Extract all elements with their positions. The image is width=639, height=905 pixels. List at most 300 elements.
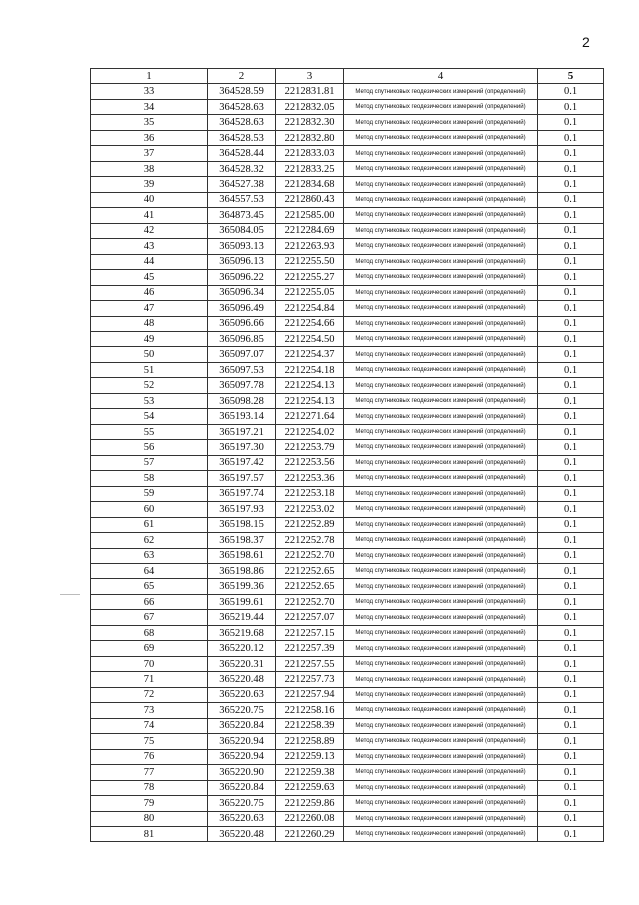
point-number-cell: 63: [91, 548, 208, 563]
method-cell: Метод спутниковых геодезических измерений (определений): [344, 393, 538, 408]
x-coordinate-cell: 365096.66: [208, 316, 276, 331]
y-coordinate-cell: 2212258.89: [276, 734, 344, 749]
table-row: [91, 564, 604, 579]
table-row: [91, 440, 604, 455]
table-row: [91, 471, 604, 486]
y-coordinate-cell: 2212259.63: [276, 780, 344, 795]
y-coordinate-cell: 2212257.73: [276, 672, 344, 687]
table-row: [91, 502, 604, 517]
method-cell: Метод спутниковых геодезических измерений (определений): [344, 301, 538, 316]
point-number-cell: 53: [91, 393, 208, 408]
accuracy-cell: 0.1: [538, 517, 604, 532]
method-cell: Метод спутниковых геодезических измерений (определений): [344, 362, 538, 377]
x-coordinate-cell: 364528.44: [208, 146, 276, 161]
method-cell: Метод спутниковых геодезических измерений (определений): [344, 579, 538, 594]
table-row: [91, 548, 604, 563]
point-number-cell: 72: [91, 687, 208, 702]
table-row: [91, 517, 604, 532]
y-coordinate-cell: 2212253.79: [276, 440, 344, 455]
table-row: [91, 641, 604, 656]
method-cell: Метод спутниковых геодезических измерений (определений): [344, 455, 538, 470]
x-coordinate-cell: 365220.48: [208, 672, 276, 687]
point-number-cell: 77: [91, 765, 208, 780]
point-number-cell: 33: [91, 84, 208, 99]
x-coordinate-cell: 365220.84: [208, 780, 276, 795]
accuracy-cell: 0.1: [538, 270, 604, 285]
point-number-cell: 68: [91, 625, 208, 640]
method-cell: Метод спутниковых геодезических измерений (определений): [344, 641, 538, 656]
method-cell: Метод спутниковых геодезических измерений (определений): [344, 424, 538, 439]
y-coordinate-cell: 2212257.55: [276, 656, 344, 671]
table-row: [91, 765, 604, 780]
point-number-cell: 81: [91, 826, 208, 841]
x-coordinate-cell: 365220.94: [208, 749, 276, 764]
y-coordinate-cell: 2212252.70: [276, 594, 344, 609]
x-coordinate-cell: 365219.68: [208, 625, 276, 640]
x-coordinate-cell: 365220.75: [208, 703, 276, 718]
method-cell: Метод спутниковых геодезических измерений (определений): [344, 656, 538, 671]
accuracy-cell: 0.1: [538, 703, 604, 718]
table-row: [91, 130, 604, 145]
method-cell: Метод спутниковых геодезических измерений (определений): [344, 254, 538, 269]
point-number-cell: 61: [91, 517, 208, 532]
table-row: [91, 424, 604, 439]
x-coordinate-cell: 365198.15: [208, 517, 276, 532]
table-row: [91, 84, 604, 99]
point-number-cell: 75: [91, 734, 208, 749]
point-number-cell: 42: [91, 223, 208, 238]
accuracy-cell: 0.1: [538, 161, 604, 176]
x-coordinate-cell: 365220.48: [208, 826, 276, 841]
header-col-4: 4: [344, 69, 538, 84]
method-cell: Метод спутниковых геодезических измерений (определений): [344, 378, 538, 393]
method-cell: Метод спутниковых геодезических измерений (определений): [344, 765, 538, 780]
y-coordinate-cell: 2212252.70: [276, 548, 344, 563]
method-cell: Метод спутниковых геодезических измерений (определений): [344, 285, 538, 300]
y-coordinate-cell: 2212254.13: [276, 393, 344, 408]
x-coordinate-cell: 365084.05: [208, 223, 276, 238]
accuracy-cell: 0.1: [538, 130, 604, 145]
x-coordinate-cell: 365096.34: [208, 285, 276, 300]
accuracy-cell: 0.1: [538, 780, 604, 795]
y-coordinate-cell: 2212833.03: [276, 146, 344, 161]
table-row: [91, 718, 604, 733]
method-cell: Метод спутниковых геодезических измерений (определений): [344, 471, 538, 486]
x-coordinate-cell: 365198.37: [208, 533, 276, 548]
point-number-cell: 39: [91, 177, 208, 192]
y-coordinate-cell: 2212254.13: [276, 378, 344, 393]
table-row: [91, 239, 604, 254]
table-row: [91, 208, 604, 223]
accuracy-cell: 0.1: [538, 331, 604, 346]
accuracy-cell: 0.1: [538, 177, 604, 192]
point-number-cell: 78: [91, 780, 208, 795]
point-number-cell: 37: [91, 146, 208, 161]
table-row: [91, 703, 604, 718]
accuracy-cell: 0.1: [538, 409, 604, 424]
table-row: [91, 347, 604, 362]
method-cell: Метод спутниковых геодезических измерений (определений): [344, 594, 538, 609]
y-coordinate-cell: 2212257.94: [276, 687, 344, 702]
x-coordinate-cell: 365096.22: [208, 270, 276, 285]
accuracy-cell: 0.1: [538, 378, 604, 393]
method-cell: Метод спутниковых геодезических измерений (определений): [344, 533, 538, 548]
table-row: [91, 749, 604, 764]
accuracy-cell: 0.1: [538, 424, 604, 439]
method-cell: Метод спутниковых геодезических измерений (определений): [344, 811, 538, 826]
table-row: [91, 533, 604, 548]
x-coordinate-cell: 365220.12: [208, 641, 276, 656]
method-cell: Метод спутниковых геодезических измерений (определений): [344, 409, 538, 424]
x-coordinate-cell: 365197.21: [208, 424, 276, 439]
method-cell: Метод спутниковых геодезических измерений (определений): [344, 703, 538, 718]
table-row: [91, 780, 604, 795]
point-number-cell: 44: [91, 254, 208, 269]
method-cell: Метод спутниковых геодезических измерений (определений): [344, 316, 538, 331]
y-coordinate-cell: 2212254.18: [276, 362, 344, 377]
method-cell: Метод спутниковых геодезических измерений (определений): [344, 734, 538, 749]
accuracy-cell: 0.1: [538, 316, 604, 331]
y-coordinate-cell: 2212258.39: [276, 718, 344, 733]
method-cell: Метод спутниковых геодезических измерений (определений): [344, 161, 538, 176]
y-coordinate-cell: 2212254.66: [276, 316, 344, 331]
y-coordinate-cell: 2212255.05: [276, 285, 344, 300]
x-coordinate-cell: 365220.84: [208, 718, 276, 733]
y-coordinate-cell: 2212259.13: [276, 749, 344, 764]
y-coordinate-cell: 2212284.69: [276, 223, 344, 238]
method-cell: Метод спутниковых геодезических измерений (определений): [344, 625, 538, 640]
y-coordinate-cell: 2212252.65: [276, 579, 344, 594]
point-number-cell: 71: [91, 672, 208, 687]
y-coordinate-cell: 2212252.78: [276, 533, 344, 548]
point-number-cell: 41: [91, 208, 208, 223]
method-cell: Метод спутниковых геодезических измерений (определений): [344, 331, 538, 346]
y-coordinate-cell: 2212832.80: [276, 130, 344, 145]
method-cell: Метод спутниковых геодезических измерений (определений): [344, 192, 538, 207]
y-coordinate-cell: 2212259.38: [276, 765, 344, 780]
accuracy-cell: 0.1: [538, 208, 604, 223]
y-coordinate-cell: 2212255.50: [276, 254, 344, 269]
x-coordinate-cell: 365199.61: [208, 594, 276, 609]
point-number-cell: 58: [91, 471, 208, 486]
y-coordinate-cell: 2212832.05: [276, 99, 344, 114]
y-coordinate-cell: 2212833.25: [276, 161, 344, 176]
x-coordinate-cell: 365096.49: [208, 301, 276, 316]
accuracy-cell: 0.1: [538, 192, 604, 207]
x-coordinate-cell: 365093.13: [208, 239, 276, 254]
x-coordinate-cell: 365199.36: [208, 579, 276, 594]
point-number-cell: 45: [91, 270, 208, 285]
accuracy-cell: 0.1: [538, 362, 604, 377]
point-number-cell: 56: [91, 440, 208, 455]
x-coordinate-cell: 365220.31: [208, 656, 276, 671]
method-cell: Метод спутниковых геодезических измерений (определений): [344, 486, 538, 501]
table-row: [91, 672, 604, 687]
table-row: [91, 115, 604, 130]
x-coordinate-cell: 364528.53: [208, 130, 276, 145]
point-number-cell: 59: [91, 486, 208, 501]
point-number-cell: 64: [91, 564, 208, 579]
x-coordinate-cell: 364528.63: [208, 99, 276, 114]
accuracy-cell: 0.1: [538, 687, 604, 702]
accuracy-cell: 0.1: [538, 749, 604, 764]
table-row: [91, 579, 604, 594]
accuracy-cell: 0.1: [538, 533, 604, 548]
table-row: [91, 409, 604, 424]
point-number-cell: 48: [91, 316, 208, 331]
x-coordinate-cell: 365098.28: [208, 393, 276, 408]
point-number-cell: 52: [91, 378, 208, 393]
accuracy-cell: 0.1: [538, 734, 604, 749]
method-cell: Метод спутниковых геодезических измерений (определений): [344, 502, 538, 517]
table-row: [91, 192, 604, 207]
table-row: [91, 285, 604, 300]
x-coordinate-cell: 365097.07: [208, 347, 276, 362]
point-number-cell: 65: [91, 579, 208, 594]
x-coordinate-cell: 365097.53: [208, 362, 276, 377]
table-row: [91, 331, 604, 346]
method-cell: Метод спутниковых геодезических измерений (определений): [344, 672, 538, 687]
table-row: [91, 594, 604, 609]
accuracy-cell: 0.1: [538, 826, 604, 841]
y-coordinate-cell: 2212254.37: [276, 347, 344, 362]
x-coordinate-cell: 365198.86: [208, 564, 276, 579]
method-cell: Метод спутниковых геодезических измерений (определений): [344, 517, 538, 532]
header-col-5: 5: [538, 69, 604, 84]
table-row: [91, 734, 604, 749]
x-coordinate-cell: 364557.53: [208, 192, 276, 207]
table-row: [91, 99, 604, 114]
y-coordinate-cell: 2212253.36: [276, 471, 344, 486]
table-row: [91, 254, 604, 269]
accuracy-cell: 0.1: [538, 486, 604, 501]
y-coordinate-cell: 2212252.89: [276, 517, 344, 532]
table-row: [91, 223, 604, 238]
table-row: [91, 811, 604, 826]
method-cell: Метод спутниковых геодезических измерений (определений): [344, 130, 538, 145]
method-cell: Метод спутниковых геодезических измерений (определений): [344, 780, 538, 795]
method-cell: Метод спутниковых геодезических измерений (определений): [344, 564, 538, 579]
point-number-cell: 54: [91, 409, 208, 424]
point-number-cell: 38: [91, 161, 208, 176]
method-cell: Метод спутниковых геодезических измерений (определений): [344, 84, 538, 99]
y-coordinate-cell: 2212585.00: [276, 208, 344, 223]
y-coordinate-cell: 2212253.56: [276, 455, 344, 470]
x-coordinate-cell: 365197.93: [208, 502, 276, 517]
method-cell: Метод спутниковых геодезических измерений (определений): [344, 270, 538, 285]
y-coordinate-cell: 2212860.43: [276, 192, 344, 207]
y-coordinate-cell: 2212254.50: [276, 331, 344, 346]
y-coordinate-cell: 2212257.39: [276, 641, 344, 656]
point-number-cell: 49: [91, 331, 208, 346]
accuracy-cell: 0.1: [538, 99, 604, 114]
y-coordinate-cell: 2212254.84: [276, 301, 344, 316]
x-coordinate-cell: 365096.85: [208, 331, 276, 346]
accuracy-cell: 0.1: [538, 579, 604, 594]
table-row: [91, 301, 604, 316]
point-number-cell: 34: [91, 99, 208, 114]
x-coordinate-cell: 365220.63: [208, 687, 276, 702]
point-number-cell: 73: [91, 703, 208, 718]
table-body: [91, 84, 604, 842]
x-coordinate-cell: 365220.75: [208, 796, 276, 811]
x-coordinate-cell: 364528.32: [208, 161, 276, 176]
accuracy-cell: 0.1: [538, 254, 604, 269]
point-number-cell: 66: [91, 594, 208, 609]
y-coordinate-cell: 2212831.81: [276, 84, 344, 99]
accuracy-cell: 0.1: [538, 502, 604, 517]
accuracy-cell: 0.1: [538, 455, 604, 470]
method-cell: Метод спутниковых геодезических измерений (определений): [344, 208, 538, 223]
point-number-cell: 67: [91, 610, 208, 625]
table-row: [91, 486, 604, 501]
point-number-cell: 76: [91, 749, 208, 764]
x-coordinate-cell: 364528.63: [208, 115, 276, 130]
accuracy-cell: 0.1: [538, 285, 604, 300]
x-coordinate-cell: 365197.30: [208, 440, 276, 455]
method-cell: Метод спутниковых геодезических измерений (определений): [344, 239, 538, 254]
accuracy-cell: 0.1: [538, 641, 604, 656]
accuracy-cell: 0.1: [538, 672, 604, 687]
x-coordinate-cell: 365220.94: [208, 734, 276, 749]
accuracy-cell: 0.1: [538, 84, 604, 99]
point-number-cell: 57: [91, 455, 208, 470]
method-cell: Метод спутниковых геодезических измерений (определений): [344, 826, 538, 841]
table-header-row: [91, 69, 604, 84]
accuracy-cell: 0.1: [538, 718, 604, 733]
method-cell: Метод спутниковых геодезических измерений (определений): [344, 610, 538, 625]
method-cell: Метод спутниковых геодезических измерений (определений): [344, 440, 538, 455]
y-coordinate-cell: 2212834.68: [276, 177, 344, 192]
method-cell: Метод спутниковых геодезических измерений (определений): [344, 115, 538, 130]
y-coordinate-cell: 2212263.93: [276, 239, 344, 254]
accuracy-cell: 0.1: [538, 564, 604, 579]
y-coordinate-cell: 2212257.15: [276, 625, 344, 640]
table-row: [91, 161, 604, 176]
accuracy-cell: 0.1: [538, 440, 604, 455]
y-coordinate-cell: 2212257.07: [276, 610, 344, 625]
x-coordinate-cell: 365197.57: [208, 471, 276, 486]
accuracy-cell: 0.1: [538, 656, 604, 671]
x-coordinate-cell: 365197.42: [208, 455, 276, 470]
point-number-cell: 51: [91, 362, 208, 377]
scan-mark: [60, 594, 80, 595]
table-row: [91, 610, 604, 625]
method-cell: Метод спутниковых геодезических измерений (определений): [344, 99, 538, 114]
header-col-2: 2: [208, 69, 276, 84]
method-cell: Метод спутниковых геодезических измерений (определений): [344, 796, 538, 811]
accuracy-cell: 0.1: [538, 610, 604, 625]
method-cell: Метод спутниковых геодезических измерений (определений): [344, 146, 538, 161]
x-coordinate-cell: 364527.38: [208, 177, 276, 192]
accuracy-cell: 0.1: [538, 471, 604, 486]
method-cell: Метод спутниковых геодезических измерений (определений): [344, 177, 538, 192]
header-col-3: 3: [276, 69, 344, 84]
header-col-1: 1: [91, 69, 208, 84]
y-coordinate-cell: 2212260.08: [276, 811, 344, 826]
point-number-cell: 74: [91, 718, 208, 733]
accuracy-cell: 0.1: [538, 239, 604, 254]
x-coordinate-cell: 365220.63: [208, 811, 276, 826]
x-coordinate-cell: 365198.61: [208, 548, 276, 563]
accuracy-cell: 0.1: [538, 594, 604, 609]
table-row: [91, 625, 604, 640]
method-cell: Метод спутниковых геодезических измерений (определений): [344, 718, 538, 733]
point-number-cell: 60: [91, 502, 208, 517]
point-number-cell: 80: [91, 811, 208, 826]
point-number-cell: 62: [91, 533, 208, 548]
y-coordinate-cell: 2212254.02: [276, 424, 344, 439]
accuracy-cell: 0.1: [538, 115, 604, 130]
method-cell: Метод спутниковых геодезических измерений (определений): [344, 687, 538, 702]
accuracy-cell: 0.1: [538, 811, 604, 826]
y-coordinate-cell: 2212259.86: [276, 796, 344, 811]
x-coordinate-cell: 365193.14: [208, 409, 276, 424]
table-row: [91, 177, 604, 192]
accuracy-cell: 0.1: [538, 223, 604, 238]
method-cell: Метод спутниковых геодезических измерений (определений): [344, 223, 538, 238]
table-row: [91, 378, 604, 393]
accuracy-cell: 0.1: [538, 548, 604, 563]
method-cell: Метод спутниковых геодезических измерений (определений): [344, 347, 538, 362]
y-coordinate-cell: 2212253.18: [276, 486, 344, 501]
x-coordinate-cell: 365219.44: [208, 610, 276, 625]
x-coordinate-cell: 364528.59: [208, 84, 276, 99]
table-row: [91, 687, 604, 702]
method-cell: Метод спутниковых геодезических измерений (определений): [344, 548, 538, 563]
coordinates-table: [90, 68, 604, 842]
point-number-cell: 79: [91, 796, 208, 811]
y-coordinate-cell: 2212255.27: [276, 270, 344, 285]
point-number-cell: 40: [91, 192, 208, 207]
x-coordinate-cell: 365097.78: [208, 378, 276, 393]
table-row: [91, 656, 604, 671]
accuracy-cell: 0.1: [538, 393, 604, 408]
x-coordinate-cell: 364873.45: [208, 208, 276, 223]
table-row: [91, 362, 604, 377]
accuracy-cell: 0.1: [538, 301, 604, 316]
table-row: [91, 270, 604, 285]
point-number-cell: 55: [91, 424, 208, 439]
table-row: [91, 146, 604, 161]
y-coordinate-cell: 2212832.30: [276, 115, 344, 130]
table-row: [91, 826, 604, 841]
accuracy-cell: 0.1: [538, 146, 604, 161]
table-row: [91, 455, 604, 470]
y-coordinate-cell: 2212260.29: [276, 826, 344, 841]
accuracy-cell: 0.1: [538, 765, 604, 780]
y-coordinate-cell: 2212258.16: [276, 703, 344, 718]
table-row: [91, 316, 604, 331]
table-row: [91, 796, 604, 811]
page-number: 2: [582, 34, 590, 50]
y-coordinate-cell: 2212253.02: [276, 502, 344, 517]
point-number-cell: 35: [91, 115, 208, 130]
method-cell: Метод спутниковых геодезических измерений (определений): [344, 749, 538, 764]
y-coordinate-cell: 2212271.64: [276, 409, 344, 424]
x-coordinate-cell: 365096.13: [208, 254, 276, 269]
point-number-cell: 47: [91, 301, 208, 316]
point-number-cell: 43: [91, 239, 208, 254]
x-coordinate-cell: 365220.90: [208, 765, 276, 780]
point-number-cell: 46: [91, 285, 208, 300]
table-row: [91, 393, 604, 408]
point-number-cell: 70: [91, 656, 208, 671]
x-coordinate-cell: 365197.74: [208, 486, 276, 501]
point-number-cell: 36: [91, 130, 208, 145]
point-number-cell: 69: [91, 641, 208, 656]
accuracy-cell: 0.1: [538, 796, 604, 811]
